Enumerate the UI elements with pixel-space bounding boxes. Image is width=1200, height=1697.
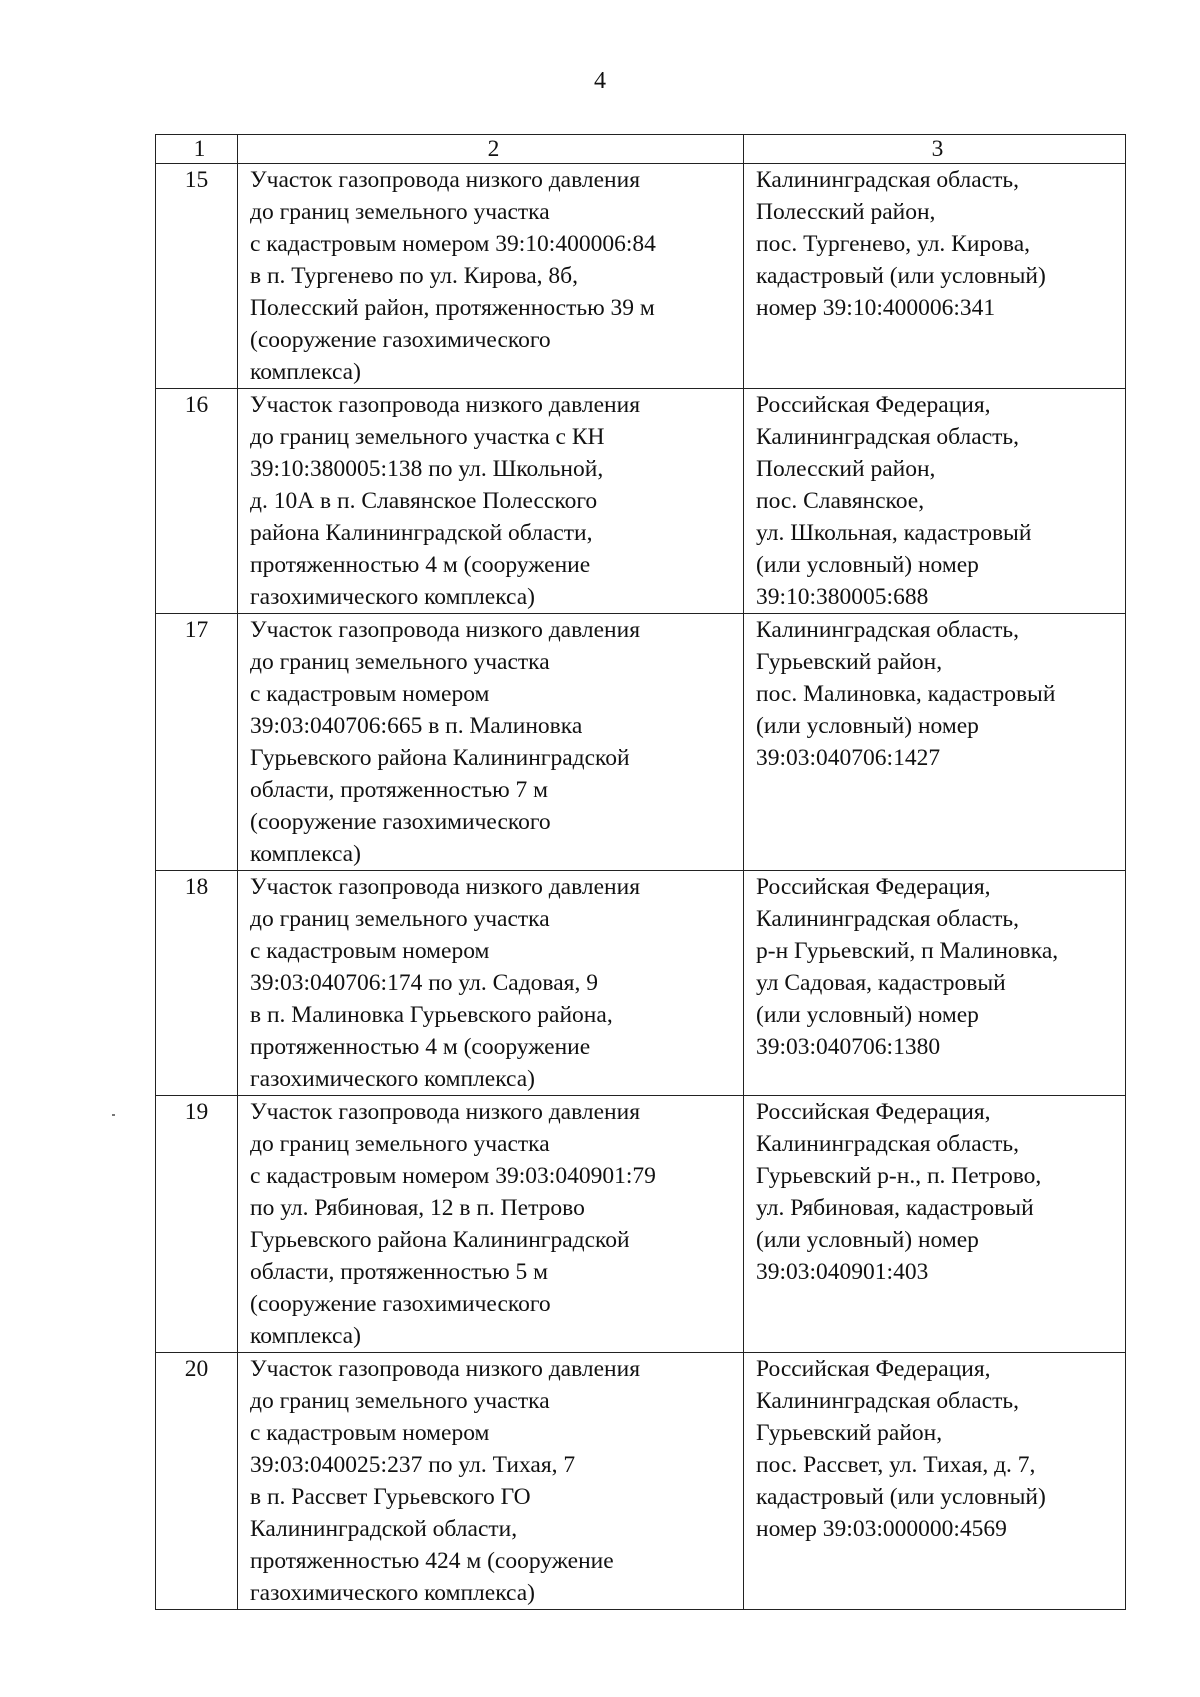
column-header-number: 1	[156, 135, 238, 164]
object-description: Участок газопровода низкого давления до границ земельного участка с кадастровым номером 39:03:040025:237 по ул. Тихая, 7 в п. Рассвет Гурьевского ГО Калининградской области, протяженностью 424 м (сооружение газохимического комплекса)	[238, 1353, 744, 1610]
object-location: Российская Федерация, Калининградская область, Полесский район, пос. Славянское, ул. Школьная, кадастровый (или условный) номер 39:10:380005:688	[744, 389, 1126, 614]
table-header-row	[156, 135, 1126, 164]
table-row	[156, 1096, 1126, 1353]
page-number: 4	[594, 68, 606, 94]
object-description: Участок газопровода низкого давления до границ земельного участка с кадастровым номером 39:03:040901:79 по ул. Рябиновая, 12 в п. Петрово Гурьевского района Калининградской области, протяженностью 5 м (сооружение газохимического комплекса)	[238, 1096, 744, 1353]
table-row	[156, 389, 1126, 614]
object-location: Российская Федерация, Калининградская область, р-н Гурьевский, п Малиновка, ул Садовая, кадастровый (или условный) номер 39:03:040706:1380	[744, 871, 1126, 1096]
table-row	[156, 164, 1126, 389]
column-header-object: 2	[238, 135, 744, 164]
scan-speck	[112, 1114, 115, 1116]
table-row	[156, 614, 1126, 871]
table-row	[156, 871, 1126, 1096]
row-number: 18	[156, 871, 238, 1096]
table-row	[156, 1353, 1126, 1610]
object-description: Участок газопровода низкого давления до границ земельного участка с кадастровым номером 39:10:400006:84 в п. Тургенево по ул. Кирова, 8б, Полесский район, протяженностью 39 м (сооружение газохимического комплекса)	[238, 164, 744, 389]
object-description: Участок газопровода низкого давления до границ земельного участка с кадастровым номером 39:03:040706:174 по ул. Садовая, 9 в п. Малиновка Гурьевского района, протяженностью 4 м (сооружение газохимического комплекса)	[238, 871, 744, 1096]
object-description: Участок газопровода низкого давления до границ земельного участка с КН 39:10:380005:138 по ул. Школьной, д. 10А в п. Славянское Полесского района Калининградской области, протяженностью 4 м (сооружение газохимического комплекса)	[238, 389, 744, 614]
row-number: 16	[156, 389, 238, 614]
object-location: Российская Федерация, Калининградская область, Гурьевский район, пос. Рассвет, ул. Тихая, д. 7, кадастровый (или условный) номер 39:03:000000:4569	[744, 1353, 1126, 1610]
row-number: 20	[156, 1353, 238, 1610]
registry-table	[155, 134, 1126, 1610]
row-number: 17	[156, 614, 238, 871]
column-header-location: 3	[744, 135, 1126, 164]
object-location: Калининградская область, Полесский район, пос. Тургенево, ул. Кирова, кадастровый (или условный) номер 39:10:400006:341	[744, 164, 1126, 389]
row-number: 15	[156, 164, 238, 389]
object-description: Участок газопровода низкого давления до границ земельного участка с кадастровым номером 39:03:040706:665 в п. Малиновка Гурьевского района Калининградской области, протяженностью 7 м (сооружение газохимического комплекса)	[238, 614, 744, 871]
row-number: 19	[156, 1096, 238, 1353]
object-location: Российская Федерация, Калининградская область, Гурьевский р-н., п. Петрово, ул. Рябиновая, кадастровый (или условный) номер 39:03:040901:403	[744, 1096, 1126, 1353]
object-location: Калининградская область, Гурьевский район, пос. Малиновка, кадастровый (или условный) номер 39:03:040706:1427	[744, 614, 1126, 871]
